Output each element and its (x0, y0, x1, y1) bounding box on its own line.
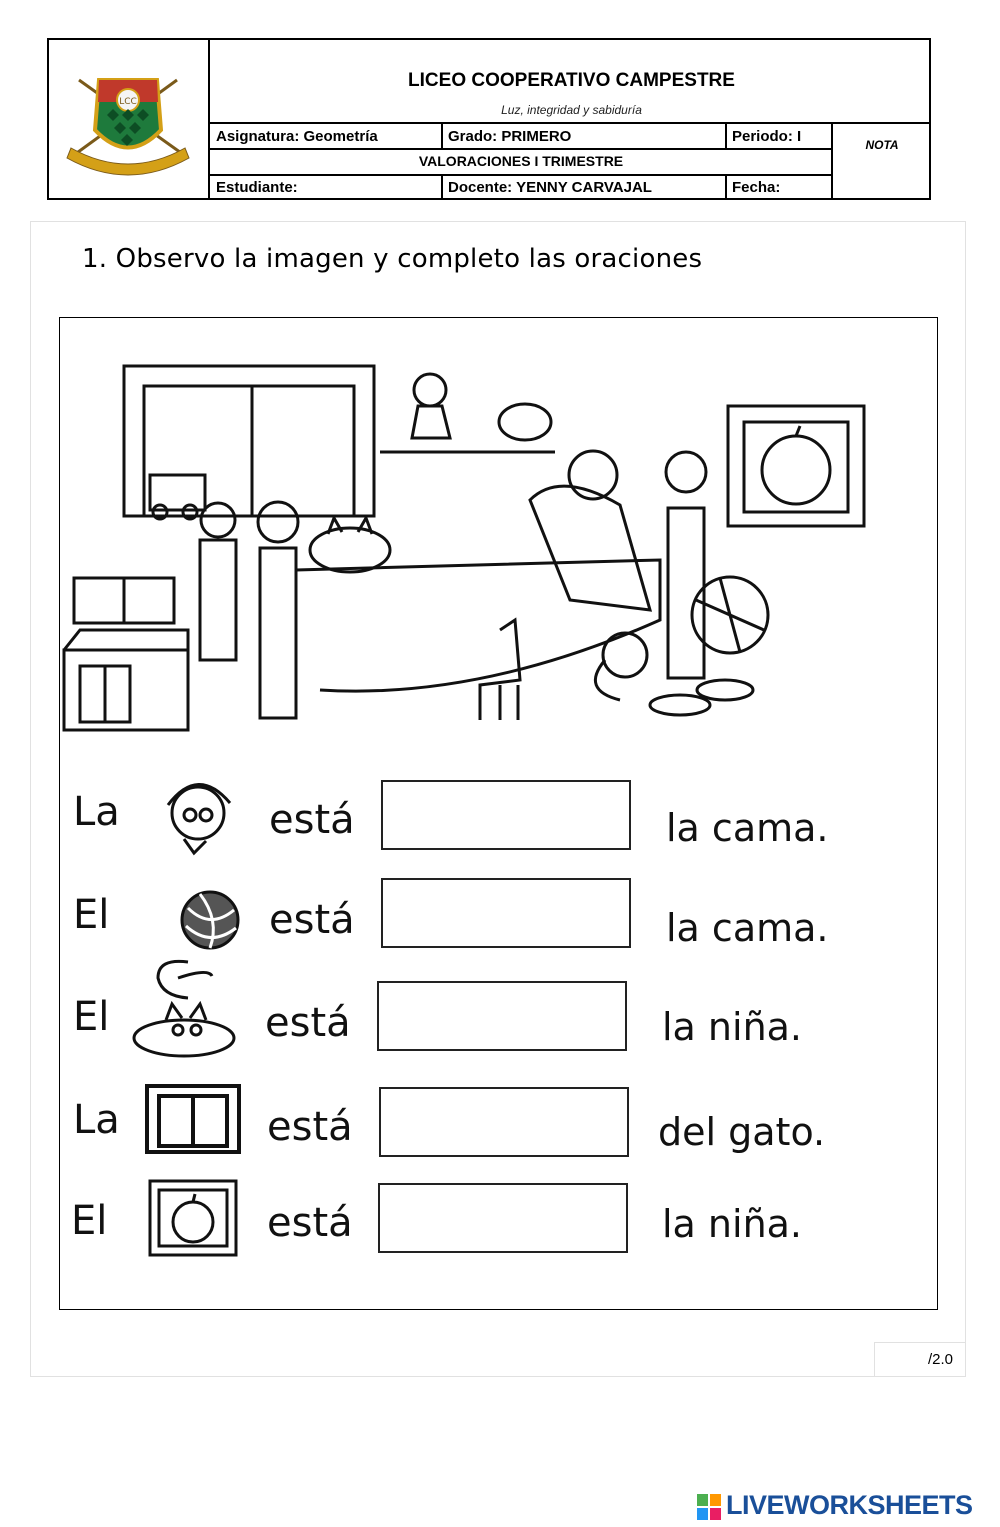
sentence-ending: la niña. (662, 1005, 803, 1049)
sentence-verb: está (269, 897, 355, 943)
sentence-verb: está (267, 1200, 353, 1246)
cat-icon (128, 958, 244, 1062)
answer-input-5[interactable] (378, 1183, 628, 1253)
evaluation-title: VALORACIONES I TRIMESTRE (418, 153, 624, 169)
subject-field: Asignatura: Geometría (216, 128, 378, 145)
grade-note-label: NOTA (865, 138, 899, 152)
sentence-ending: del gato. (658, 1110, 826, 1154)
answer-input-3[interactable] (377, 981, 627, 1051)
sentence-verb: está (269, 797, 355, 843)
sentence-ending: la niña. (662, 1202, 803, 1246)
teacher-field: Docente: YENNY CARVAJAL (448, 179, 652, 196)
bedroom-illustration (60, 330, 900, 740)
school-motto: Luz, integridad y sabiduría (501, 103, 642, 117)
student-field: Estudiante: (216, 179, 298, 196)
sentence-article: La (73, 1097, 120, 1143)
sentence-verb: está (265, 1000, 351, 1046)
answer-input-2[interactable] (381, 878, 631, 948)
date-field: Fecha: (732, 179, 781, 196)
sentence-article: El (73, 892, 110, 938)
instruction-text: 1. Observo la imagen y completo las oraciones (82, 244, 703, 274)
liveworksheets-logo-icon (697, 1492, 723, 1522)
girl-icon (530, 451, 650, 610)
window-icon (143, 1082, 243, 1158)
sentence-article: El (71, 1198, 108, 1244)
school-name: LICEO COOPERATIVO CAMPESTRE (408, 70, 735, 91)
header-table (47, 38, 931, 200)
score-box: /2.0 (874, 1342, 966, 1377)
period-field: Periodo: I (732, 128, 802, 145)
logo-text: LCC (119, 97, 137, 107)
apple-picture-icon (147, 1178, 239, 1258)
logo-cell (49, 40, 210, 198)
sentence-ending: la cama. (666, 906, 829, 950)
school-logo (49, 40, 207, 196)
sentence-article: El (73, 994, 110, 1040)
grade-field: Grado: PRIMERO (448, 128, 572, 145)
window-icon (124, 366, 374, 516)
yarn-ball-icon (176, 886, 246, 956)
apple-picture-icon (728, 406, 864, 526)
answer-input-1[interactable] (381, 780, 631, 850)
liveworksheets-brand: LIVEWORKSHEETS (726, 1490, 973, 1520)
sentence-verb: está (267, 1104, 353, 1150)
sentence-article: La (73, 789, 120, 835)
girl-icon (154, 765, 244, 857)
cat-icon (310, 518, 390, 572)
answer-input-4[interactable] (379, 1087, 629, 1157)
sentence-ending: la cama. (666, 806, 829, 850)
